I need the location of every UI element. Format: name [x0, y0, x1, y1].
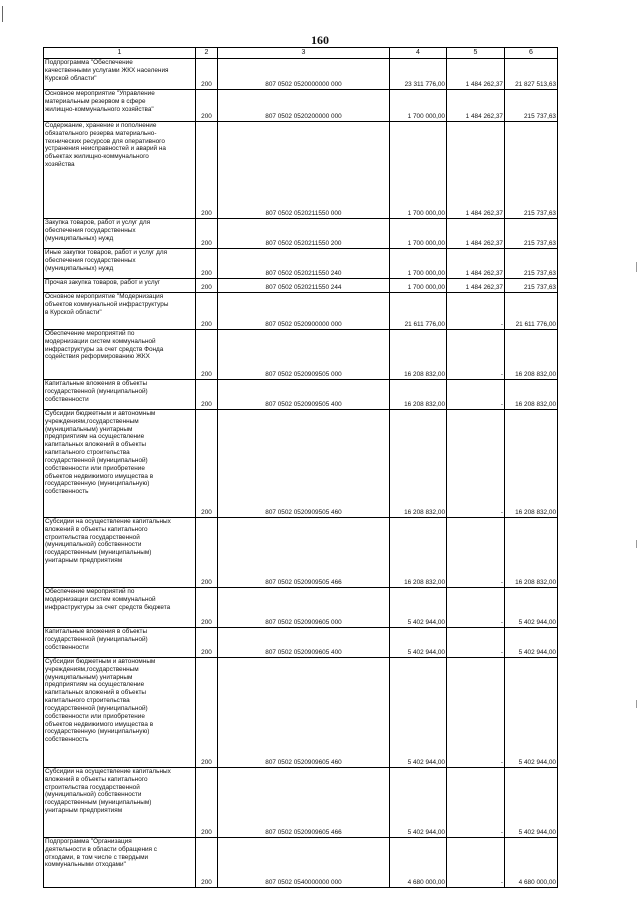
table-cell-column-6: 16 208 832,00: [505, 410, 558, 518]
table-cell-column-2: 200: [196, 410, 218, 518]
table-cell-column-2: 200: [196, 293, 218, 330]
table-cell-column-2: 200: [196, 122, 218, 219]
table-cell-column-6: 16 208 832,00: [505, 518, 558, 588]
table-cell-column-5: -: [447, 658, 505, 768]
table-cell-column-2: 200: [196, 219, 218, 249]
budget-table: [43, 47, 558, 888]
table-cell-code: 807 0502 0520909505 466: [218, 518, 390, 588]
table-cell-column-2: 200: [196, 330, 218, 380]
table-cell-column-6: 215 737,63: [505, 279, 558, 293]
table-cell-column-4: 5 402 944,00: [390, 658, 447, 768]
table-cell-column-6: 5 402 944,00: [505, 628, 558, 658]
table-cell-column-4: 5 402 944,00: [390, 768, 447, 838]
table-row: [44, 658, 558, 768]
header-row: [44, 48, 558, 59]
table-cell-column-5: -: [447, 838, 505, 888]
table-cell-column-4: 16 208 832,00: [390, 330, 447, 380]
table-cell-code: 807 0502 0520211550 244: [218, 279, 390, 293]
table-cell-code: 807 0502 0520909605 460: [218, 658, 390, 768]
table-cell-column-5: -: [447, 588, 505, 628]
table-cell-column-4: 1 700 000,00: [390, 90, 447, 122]
scan-edge-mark: [636, 262, 637, 272]
table-cell-code: 807 0502 0520909505 400: [218, 380, 390, 410]
table-cell-name: Иные закупки товаров, работ и услуг для обеспечения государственных (муниципальных) нужд: [44, 249, 196, 279]
table-cell-column-5: -: [447, 380, 505, 410]
table-row: [44, 628, 558, 658]
table-cell-name: Прочая закупка товаров, работ и услуг: [44, 279, 196, 293]
table-cell-name: Субсидии бюджетным и автономным учреждениям,государственным (муниципальным) унитарным предприятиям на осуществление капитальных вложений в объекты капитального строительства государственной (муниципальной) собственности или приобретение объектов недвижимого имущества в государственную (муниципальную) собственность: [44, 658, 196, 768]
table-cell-column-6: 5 402 944,00: [505, 768, 558, 838]
table-cell-column-5: 1 484 262,37: [447, 249, 505, 279]
scan-edge-mark: [636, 700, 637, 708]
table-cell-column-4: 4 680 000,00: [390, 838, 447, 888]
table-cell-name: Содержание, хранение и пополнение обязательного резерва материально- технических ресурсов для оперативного устранения неисправностей и аварий на объектах жилищно-коммунального хозяйства: [44, 122, 196, 219]
table-cell-column-4: 16 208 832,00: [390, 410, 447, 518]
table-cell-code: 807 0502 0520909605 000: [218, 588, 390, 628]
table-row: [44, 330, 558, 380]
table-cell-name: Обеспечение мероприятий по модернизации систем коммунальной инфраструктуры за счет средств бюджета: [44, 588, 196, 628]
table-cell-column-4: 1 700 000,00: [390, 122, 447, 219]
table-row: [44, 122, 558, 219]
table-cell-column-5: 1 484 262,37: [447, 219, 505, 249]
column-header: 1: [44, 48, 196, 59]
table-cell-column-5: -: [447, 293, 505, 330]
table-cell-name: Капитальные вложения в объекты государственной (муниципальной) собственности: [44, 628, 196, 658]
column-header: 3: [218, 48, 390, 59]
column-header: 5: [447, 48, 505, 59]
table-cell-column-5: -: [447, 410, 505, 518]
table-row: [44, 410, 558, 518]
table-cell-name: Обеспечение мероприятий по модернизации систем коммунальной инфраструктуры за счет средств Фонда содействия реформированию ЖКХ: [44, 330, 196, 380]
table-row: [44, 249, 558, 279]
table-cell-column-5: -: [447, 628, 505, 658]
table-cell-name: Субсидии бюджетным и автономным учреждениям,государственным (муниципальным) унитарным предприятиям на осуществление капитальных вложений в объекты капитального строительства государственной (муниципальной) собственности или приобретение объектов недвижимого имущества в государственную (муниципальную) собственность: [44, 410, 196, 518]
table-cell-column-2: 200: [196, 249, 218, 279]
table-cell-column-2: 200: [196, 838, 218, 888]
table-cell-column-6: 5 402 944,00: [505, 658, 558, 768]
table-cell-code: 807 0502 0520909605 466: [218, 768, 390, 838]
table-cell-column-5: -: [447, 330, 505, 380]
table-cell-column-2: 200: [196, 768, 218, 838]
table-cell-name: Субсидии на осуществление капитальных вложений в объекты капитального строительства государственной (муниципальной) собственности государственным (муниципальным) унитарным предприятиям: [44, 768, 196, 838]
table-cell-name: Основное мероприятие "Модернизация объектов коммунальной инфраструктуры в Курской области": [44, 293, 196, 330]
page-number: 160: [311, 33, 329, 47]
table-cell-column-2: 200: [196, 628, 218, 658]
table-cell-column-6: 16 208 832,00: [505, 330, 558, 380]
table-cell-code: 807 0502 0520909605 400: [218, 628, 390, 658]
table-cell-column-4: 21 611 776,00: [390, 293, 447, 330]
table-cell-column-5: 1 484 262,37: [447, 122, 505, 219]
table-cell-name: Подпрограмма "Организация деятельности в области обращения с отходами, в том числе с твердыми коммунальными отходами": [44, 838, 196, 888]
table-cell-name: Подпрограмма "Обеспечение качественными услугами ЖКХ населения Курской области": [44, 59, 196, 90]
table-cell-column-6: 5 402 944,00: [505, 588, 558, 628]
table-cell-code: 807 0502 0520211550 000: [218, 122, 390, 219]
table-cell-column-2: 200: [196, 518, 218, 588]
table-cell-name: Капитальные вложения в объекты государственной (муниципальной) собственности: [44, 380, 196, 410]
table-cell-column-4: 16 208 832,00: [390, 380, 447, 410]
table-cell-column-6: 21 827 513,63: [505, 59, 558, 90]
table-row: [44, 380, 558, 410]
table-cell-code: 807 0502 0520909505 000: [218, 330, 390, 380]
table-cell-column-5: 1 484 262,37: [447, 59, 505, 90]
table-cell-column-4: 16 208 832,00: [390, 518, 447, 588]
table-cell-code: 807 0502 0540000000 000: [218, 838, 390, 888]
table-cell-column-2: 200: [196, 380, 218, 410]
table-cell-column-4: 1 700 000,00: [390, 249, 447, 279]
column-header: 2: [196, 48, 218, 59]
table-cell-column-6: 215 737,63: [505, 219, 558, 249]
table-cell-column-2: 200: [196, 90, 218, 122]
table-row: [44, 90, 558, 122]
column-header: 6: [505, 48, 558, 59]
table-cell-column-6: 4 680 000,00: [505, 838, 558, 888]
table-cell-column-6: 16 208 832,00: [505, 380, 558, 410]
table-cell-column-4: 5 402 944,00: [390, 628, 447, 658]
table-cell-column-4: 23 311 776,00: [390, 59, 447, 90]
table-cell-column-2: 200: [196, 658, 218, 768]
table-cell-column-2: 200: [196, 588, 218, 628]
table-cell-code: 807 0502 0520200000 000: [218, 90, 390, 122]
table-cell-column-4: 1 700 000,00: [390, 219, 447, 249]
table-cell-column-5: 1 484 262,37: [447, 90, 505, 122]
table-cell-code: 807 0502 0520909505 460: [218, 410, 390, 518]
table-row: [44, 293, 558, 330]
table-cell-column-2: 200: [196, 59, 218, 90]
table-row: [44, 838, 558, 888]
table-row: [44, 588, 558, 628]
scan-edge-mark: [636, 540, 637, 548]
table-cell-column-6: 21 611 776,00: [505, 293, 558, 330]
table-cell-column-5: 1 484 262,37: [447, 279, 505, 293]
table-row: [44, 219, 558, 249]
scan-margin-mark: [2, 6, 3, 22]
table-cell-name: Субсидии на осуществление капитальных вложений в объекты капитального строительства государственной (муниципальной) собственности государственным (муниципальным) унитарным предприятиям: [44, 518, 196, 588]
table-cell-column-6: 215 737,63: [505, 90, 558, 122]
table-cell-column-2: 200: [196, 279, 218, 293]
table-row: [44, 59, 558, 90]
table-cell-column-4: 5 402 944,00: [390, 588, 447, 628]
table-row: [44, 768, 558, 838]
table-cell-code: 807 0502 0520211550 200: [218, 219, 390, 249]
column-header: 4: [390, 48, 447, 59]
table-cell-column-4: 1 700 000,00: [390, 279, 447, 293]
table-cell-code: 807 0502 0520900000 000: [218, 293, 390, 330]
table-cell-column-6: 215 737,63: [505, 249, 558, 279]
table-cell-code: 807 0502 0520000000 000: [218, 59, 390, 90]
table-cell-column-5: -: [447, 518, 505, 588]
table-cell-code: 807 0502 0520211550 240: [218, 249, 390, 279]
table-cell-column-6: 215 737,63: [505, 122, 558, 219]
table-row: [44, 279, 558, 293]
table-cell-name: Закупка товаров, работ и услуг для обеспечения государственных (муниципальных) нужд: [44, 219, 196, 249]
table-cell-name: Основное мероприятие "Управление материальным резервом в сфере жилищно-коммунального хозяйства": [44, 90, 196, 122]
table-cell-column-5: -: [447, 768, 505, 838]
table-row: [44, 518, 558, 588]
